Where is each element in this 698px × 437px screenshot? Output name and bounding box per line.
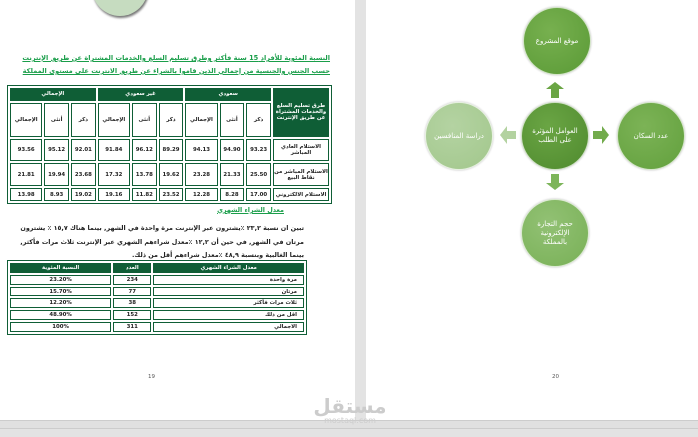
page-number: 19	[148, 374, 155, 380]
table-row	[10, 139, 329, 162]
column-header: النسبة المئوية	[10, 263, 111, 273]
arrow-left-icon	[500, 126, 516, 144]
cell: 17.32	[98, 163, 130, 186]
sub-header: ذكر	[159, 103, 184, 137]
cell: 12.20%	[10, 298, 111, 308]
table-row	[10, 322, 304, 332]
sub-header: أنثى	[44, 103, 69, 137]
page-20	[366, 0, 698, 420]
cell: 8.28	[220, 188, 245, 201]
table-row	[10, 310, 304, 320]
cell: 19.02	[71, 188, 96, 201]
group-header: سعودي	[185, 88, 271, 101]
table-title: النسبة المئوية للأفراد 15 سنة فأكثر وطرق تسليم السلع والخدمات المشتراة عن طريق الإنترنت حسب الجنس والجنسية من إجمالي الذين قاموا بالشراء عن طريق الانترنت على مستوى المملكة	[22, 54, 330, 75]
cell: 94.13	[185, 139, 217, 162]
table-row	[10, 287, 304, 297]
cell: 23.52	[159, 188, 184, 201]
cell: 13.78	[132, 163, 157, 186]
cell: ثلاث مرات فأكثر	[153, 298, 304, 308]
row-label: الاستلام المباشر من نقاط البيع	[273, 163, 329, 186]
cell: اقل من ذلك	[153, 310, 304, 320]
delivery-methods-table	[7, 85, 332, 204]
cell: 19.94	[44, 163, 69, 186]
cell: 95.12	[44, 139, 69, 162]
page-19	[0, 0, 355, 420]
cell: 94.90	[220, 139, 245, 162]
sub-header: ذكر	[71, 103, 96, 137]
cell: 8.93	[44, 188, 69, 201]
corner-header: طرق تسليم السلع والخدمات المشتراة عن طريق الإنترنت	[273, 88, 329, 137]
sub-header: الإجمالي	[185, 103, 217, 137]
cell: 23.28	[185, 163, 217, 186]
factor-top-circle: موقع المشروع	[523, 7, 591, 75]
cell: 91.84	[98, 139, 130, 162]
sub-header: الإجمالي	[10, 103, 42, 137]
watermark-url: mostaql.com	[324, 416, 376, 425]
cell: 23.68	[71, 163, 96, 186]
cell: الاجمالي	[153, 322, 304, 332]
factor-bottom-circle: حجم التجارة الإلكترونية بالمملكة	[521, 199, 589, 267]
cell: 311	[113, 322, 151, 332]
table-row	[10, 298, 304, 308]
cell: 92.01	[71, 139, 96, 162]
cell: 93.23	[246, 139, 271, 162]
cell: 48.90%	[10, 310, 111, 320]
table-row	[10, 188, 329, 201]
cell: 15.70%	[10, 287, 111, 297]
factor-left-circle: دراسة المنافسين	[425, 102, 493, 170]
cell: 89.29	[159, 139, 184, 162]
cell: 13.98	[10, 188, 42, 201]
group-header: الإجمالي	[10, 88, 96, 101]
factor-right-circle: عدد السكان	[617, 102, 685, 170]
cell: 23.20%	[10, 275, 111, 285]
center-circle: العوامل المؤثرة على الطلب	[521, 102, 589, 170]
cell: 17.00	[246, 188, 271, 201]
section-heading: معدل الشراء الشهري	[217, 206, 284, 214]
column-header: معدل الشراء الشهري	[153, 263, 304, 273]
cell: 11.82	[132, 188, 157, 201]
cell: 25.50	[246, 163, 271, 186]
arrow-up-icon	[546, 82, 564, 98]
table-row	[10, 275, 304, 285]
sub-header: ذكر	[246, 103, 271, 137]
watermark-logo: مستقل	[313, 394, 387, 418]
sub-header: أنثى	[220, 103, 245, 137]
row-label: الاستلام الالكتروني	[273, 188, 329, 201]
cell: 96.12	[132, 139, 157, 162]
cell: 77	[113, 287, 151, 297]
arrow-down-icon	[546, 174, 564, 190]
cell: 152	[113, 310, 151, 320]
arrow-right-icon	[593, 126, 609, 144]
diagram-circle-fragment	[92, 0, 148, 16]
cell: 21.81	[10, 163, 42, 186]
sub-header: أنثى	[132, 103, 157, 137]
cell: 38	[113, 298, 151, 308]
page-number: 20	[552, 374, 559, 380]
cell: 12.28	[185, 188, 217, 201]
group-header: غير سعودي	[98, 88, 184, 101]
cell: مرة واحدة	[153, 275, 304, 285]
column-header: العدد	[113, 263, 151, 273]
cell: 93.56	[10, 139, 42, 162]
watermark	[305, 396, 395, 425]
monthly-purchase-table	[7, 260, 307, 335]
row-label: الاستلام العادي المباشر	[273, 139, 329, 162]
cell: 21.33	[220, 163, 245, 186]
cell: 19.62	[159, 163, 184, 186]
cell: 100%	[10, 322, 111, 332]
cell: 234	[113, 275, 151, 285]
cell: 19.16	[98, 188, 130, 201]
table-row	[10, 163, 329, 186]
sub-header: الإجمالي	[98, 103, 130, 137]
cell: مرتان	[153, 287, 304, 297]
paragraph: تبين ان نسبة ٢٣,٢ ٪يشترون عبر الإنترنت مرة واحدة في الشهر, بينما هناك ١٥,٧ ٪ يشترون مرتان في الشهر, في حين أن ١٢,٢ ٪معدل شراءهم الشهري عبر الإنترنت ثلاث مرات فأكثر, بينما الغالبية وبنسبة ٤٨,٩ ٪معدل شراءهم أقل من ذلك.	[20, 224, 304, 259]
